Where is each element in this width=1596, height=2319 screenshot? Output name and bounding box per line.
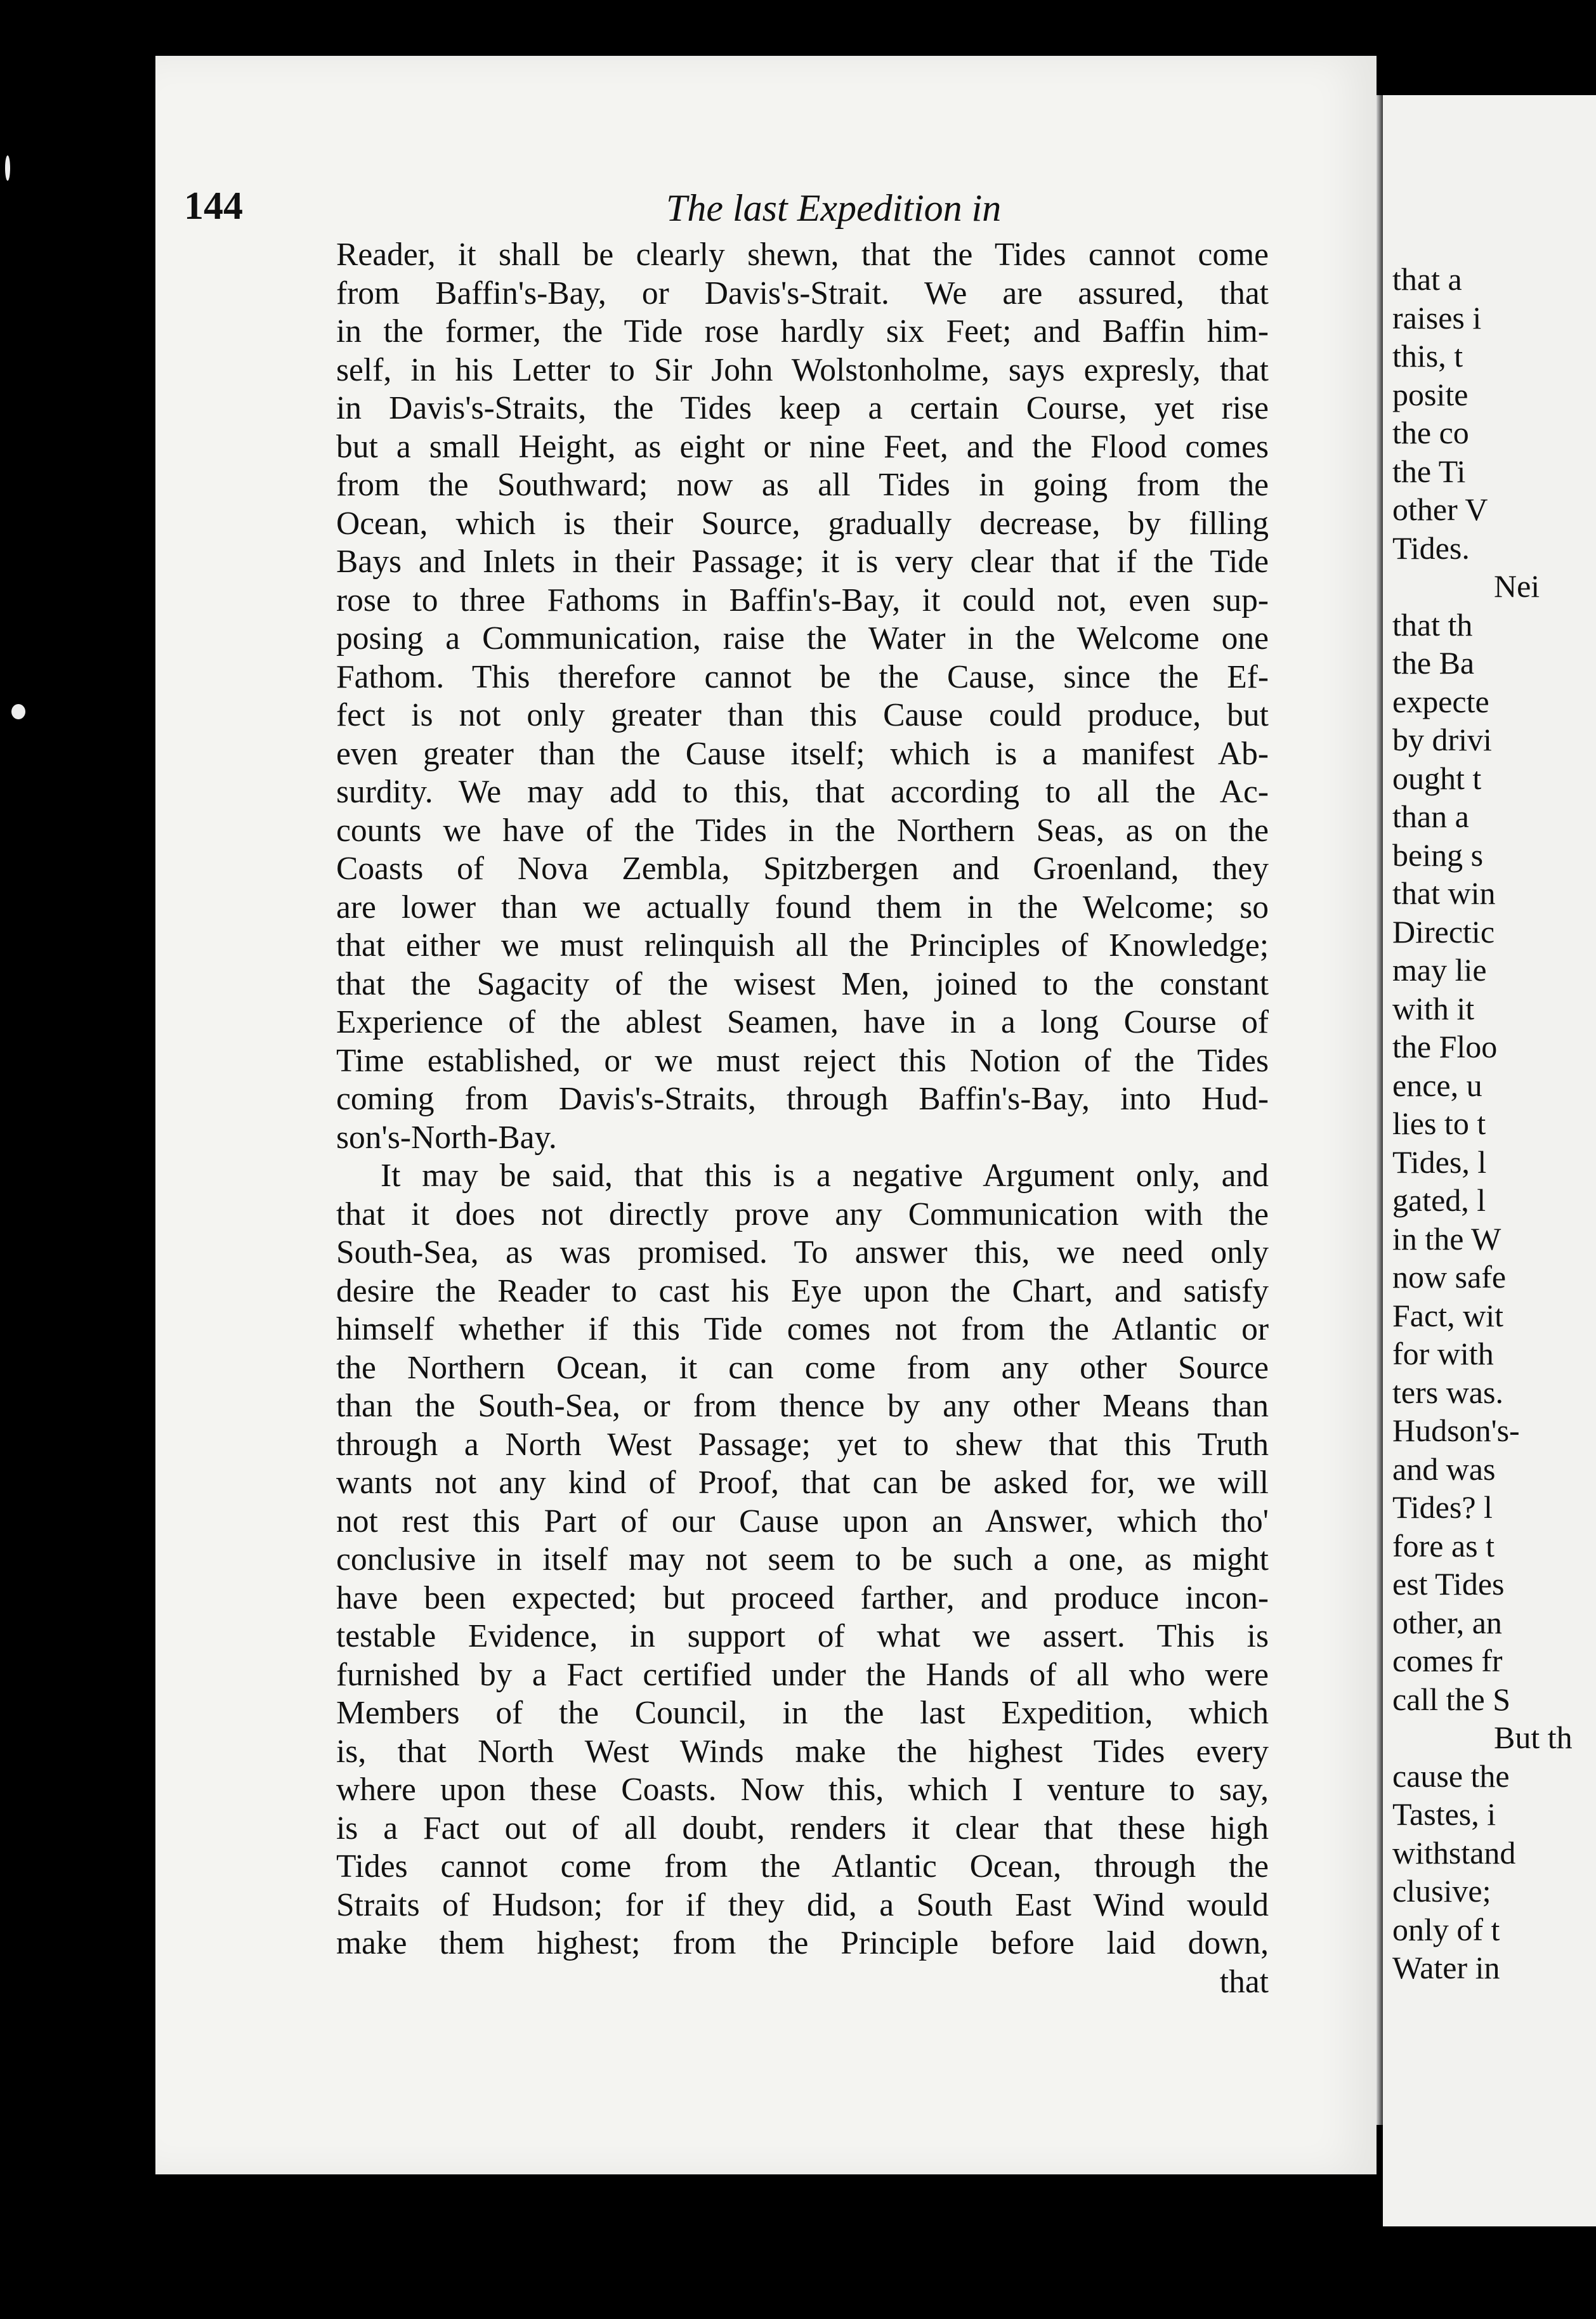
catchword: that bbox=[1219, 1963, 1269, 2000]
text-line: est Tides bbox=[1392, 1566, 1505, 1602]
text-line: Tides? l bbox=[1392, 1489, 1493, 1525]
text-line: fect is not only greater than this Cause could produce, but bbox=[336, 697, 1269, 733]
text-line: other, an bbox=[1392, 1604, 1502, 1640]
text-line: fore as t bbox=[1392, 1527, 1495, 1564]
text-line: make them highest; from the Principle before laid down, bbox=[336, 1925, 1269, 1961]
text-line: Tastes, i bbox=[1392, 1796, 1496, 1832]
text-line: with it bbox=[1392, 990, 1475, 1026]
text-line: Ocean, which is their Source, gradually decrease, by filling bbox=[336, 505, 1269, 542]
text-line: self, in his Letter to Sir John Wolstonholme, says expresly, that bbox=[336, 351, 1269, 388]
text-line: Hudson's- bbox=[1392, 1413, 1520, 1448]
text-line: but a small Height, as eight or nine Feet, and the Flood comes bbox=[336, 428, 1269, 465]
text-line: that either we must relinquish all the Principles of Knowledge; bbox=[336, 927, 1269, 964]
text-line: through a North West Passage; yet to shew that this Truth bbox=[336, 1426, 1269, 1463]
text-line: coming from Davis's-Straits, through Baffin's-Bay, into Hud- bbox=[336, 1081, 1269, 1117]
text-line: where upon these Coasts. Now this, which I venture to say, bbox=[336, 1772, 1269, 1808]
running-head bbox=[184, 184, 1262, 235]
running-head-title: The last Expedition in bbox=[666, 187, 1002, 229]
text-line: Nei bbox=[1494, 568, 1540, 604]
text-line: lies to t bbox=[1392, 1106, 1486, 1141]
text-line: Tides cannot come from the Atlantic Ocean, through the bbox=[336, 1848, 1269, 1885]
text-line: posite bbox=[1392, 376, 1468, 412]
text-line: ence, u bbox=[1392, 1067, 1482, 1103]
text-line: son's-North-Bay. bbox=[336, 1119, 557, 1156]
text-line: that the Sagacity of the wisest Men, joined to the constant bbox=[336, 965, 1269, 1002]
text-line: now safe bbox=[1392, 1259, 1507, 1295]
text-line: expecte bbox=[1392, 683, 1489, 719]
text-line: Fathom. This therefore cannot be the Cause, since the Ef- bbox=[336, 658, 1269, 695]
text-line: testable Evidence, in support of what we assert. This is bbox=[336, 1618, 1269, 1654]
page-number: 144 bbox=[184, 185, 243, 228]
text-line: surdity. We may add to this, that according to all the Ac- bbox=[336, 774, 1269, 810]
text-line: in the former, the Tide rose hardly six Feet; and Baffin him- bbox=[336, 313, 1269, 349]
text-line: in the W bbox=[1392, 1220, 1501, 1257]
text-line: wants not any kind of Proof, that can be asked for, we will bbox=[336, 1465, 1269, 1501]
text-line: than a bbox=[1392, 799, 1469, 834]
text-line: that th bbox=[1392, 606, 1473, 643]
left-page-text bbox=[336, 236, 1269, 2001]
text-line: being s bbox=[1392, 837, 1484, 873]
page-speck bbox=[5, 155, 10, 181]
text-line: have been expected; but proceed farther, and produce incon- bbox=[336, 1579, 1269, 1616]
text-line: other V bbox=[1392, 492, 1488, 527]
text-line: Directic bbox=[1392, 913, 1495, 950]
text-line: posing a Communication, raise the Water in the Welcome one bbox=[336, 620, 1269, 657]
text-line: Bays and Inlets in their Passage; it is very clear that if the Tide bbox=[336, 544, 1269, 580]
text-line: that a bbox=[1392, 261, 1462, 297]
text-line: Reader, it shall be clearly shewn, that the Tides cannot come bbox=[336, 237, 1269, 273]
text-line: and was bbox=[1392, 1451, 1496, 1487]
text-line: that it does not directly prove any Communication with the bbox=[336, 1196, 1269, 1232]
text-line: clusive; bbox=[1392, 1873, 1491, 1909]
text-line: ters was. bbox=[1392, 1374, 1503, 1410]
text-line: Tides. bbox=[1392, 530, 1470, 566]
text-line: that win bbox=[1392, 875, 1496, 911]
text-line: ought t bbox=[1392, 760, 1482, 796]
text-line: desire the Reader to cast his Eye upon the Chart, and satisfy bbox=[336, 1272, 1269, 1309]
text-line: are lower than we actually found them in the Welcome; so bbox=[336, 889, 1269, 925]
text-line: is, that North West Winds make the highest Tides every bbox=[336, 1733, 1269, 1770]
text-line: Coasts of Nova Zembla, Spitzbergen and Groenland, they bbox=[336, 851, 1269, 887]
text-line: may lie bbox=[1392, 952, 1487, 988]
text-line: conclusive in itself may not seem to be such a one, as might bbox=[336, 1541, 1269, 1578]
text-line: himself whether if this Tide comes not from the Atlantic or bbox=[336, 1311, 1269, 1347]
text-line: But th bbox=[1494, 1720, 1573, 1755]
text-line: in Davis's-Straits, the Tides keep a certain Course, yet rise bbox=[336, 390, 1269, 426]
text-line: furnished by a Fact certified under the Hands of all who were bbox=[336, 1656, 1269, 1693]
page-speck bbox=[11, 704, 25, 719]
text-line: not rest this Part of our Cause upon an Answer, which tho' bbox=[336, 1503, 1269, 1539]
text-line: from the Southward; now as all Tides in going from the bbox=[336, 467, 1269, 503]
text-line: the Floo bbox=[1392, 1029, 1498, 1064]
text-line: Straits of Hudson; for if they did, a South East Wind would bbox=[336, 1886, 1269, 1923]
text-line: It may be said, that this is a negative Argument only, and bbox=[381, 1158, 1269, 1194]
text-line: comes fr bbox=[1392, 1643, 1503, 1678]
text-line: cause the bbox=[1392, 1758, 1510, 1794]
text-line: Members of the Council, in the last Expedition, which bbox=[336, 1695, 1269, 1731]
text-line: the Northern Ocean, it can come from any other Source bbox=[336, 1349, 1269, 1386]
text-line: this, t bbox=[1392, 338, 1463, 374]
text-line: the Ti bbox=[1392, 453, 1466, 489]
text-line: even greater than the Cause itself; which is a manifest Ab- bbox=[336, 735, 1269, 772]
text-line: Fact, wit bbox=[1392, 1297, 1503, 1333]
text-line: than the South-Sea, or from thence by any other Means than bbox=[336, 1388, 1269, 1424]
text-line: withstand bbox=[1392, 1834, 1516, 1871]
text-line: from Baffin's-Bay, or Davis's-Strait. We are assured, that bbox=[336, 275, 1269, 311]
text-line: call the S bbox=[1392, 1681, 1511, 1717]
text-line: the Ba bbox=[1392, 645, 1475, 681]
text-line: counts we have of the Tides in the Northern Seas, as on the bbox=[336, 812, 1269, 849]
text-line: gated, l bbox=[1392, 1182, 1486, 1218]
text-line: rose to three Fathoms in Baffin's-Bay, it could not, even sup- bbox=[336, 582, 1269, 618]
text-line: is a Fact out of all doubt, renders it clear that these high bbox=[336, 1810, 1269, 1846]
text-line: Tides, l bbox=[1392, 1144, 1487, 1180]
right-page-text bbox=[1392, 260, 1596, 1987]
text-line: by drivi bbox=[1392, 722, 1492, 757]
text-line: raises i bbox=[1392, 299, 1482, 336]
text-line: South-Sea, as was promised. To answer this, we need only bbox=[336, 1234, 1269, 1271]
text-line: Experience of the ablest Seamen, have in a long Course of bbox=[336, 1004, 1269, 1040]
text-line: Time established, or we must reject this Notion of the Tides bbox=[336, 1042, 1269, 1079]
text-line: the co bbox=[1392, 415, 1469, 450]
text-line: Water in bbox=[1392, 1950, 1500, 1985]
text-line: for with bbox=[1392, 1336, 1494, 1371]
text-line: only of t bbox=[1392, 1911, 1500, 1947]
